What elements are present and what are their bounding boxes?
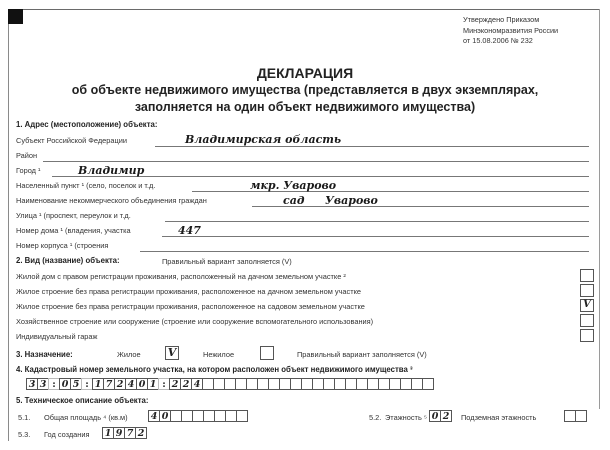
city-field[interactable]: Владимир [78,164,145,177]
residential-checkbox[interactable]: V [165,346,179,360]
house-number-field[interactable]: 447 [178,224,201,237]
cadastral-cell[interactable]: 2 [114,378,126,390]
year-cell[interactable]: 7 [124,427,136,439]
object-type-option-1-checkbox[interactable] [580,269,594,282]
year-label: Год создания [44,430,90,439]
cadastral-cell[interactable]: 0 [59,378,71,390]
section-5-heading: 5. Техническое описание объекта: [16,396,149,405]
section-4-heading: 4. Кадастровый номер земельного участка, на котором расположен объект недвижимого имущества ³ [16,365,413,374]
subject-field[interactable]: Владимирская область [185,133,342,146]
object-type-option-4-label: Хозяйственное строение или сооружение (строение или сооружение вспомогательного использования) [16,317,374,326]
page-frame-top [8,9,600,10]
object-type-option-5-checkbox[interactable] [580,329,594,342]
year-number: 5.3. [18,430,31,439]
cadastral-cell[interactable]: 2 [169,378,181,390]
cadastral-cell[interactable]: 7 [103,378,115,390]
house-number-line [162,236,589,237]
floors-label: Этажность ⁵ [385,413,427,422]
area-label: Общая площадь ⁴ (кв.м) [44,413,128,422]
city-label: Город ¹ [16,166,41,175]
underground-cell[interactable] [575,410,587,422]
object-type-option-4-checkbox[interactable] [580,314,594,327]
section-1-heading: 1. Адрес (местоположение) объекта: [16,120,158,129]
settlement-field[interactable]: мкр. Уварово [250,179,337,192]
cadastral-cell[interactable] [422,378,434,390]
object-type-option-3-label: Жилое строение без права регистрации проживания, расположенное на садовом земельном участке [16,302,365,311]
building-number-field[interactable] [140,251,589,252]
object-type-option-3-checkbox[interactable]: V [580,299,594,312]
district-field[interactable] [43,161,589,162]
subject-line [155,146,589,147]
object-type-option-2-checkbox[interactable] [580,284,594,297]
underground-floors-field[interactable] [564,410,586,422]
floors-cell[interactable]: 2 [440,410,452,422]
cadastral-separator: : [158,378,170,390]
document-title: ДЕКЛАРАЦИЯ [256,65,354,81]
approval-line-3: от 15.08.2006 № 232 [463,36,533,45]
nonresidential-checkbox[interactable] [260,346,274,360]
area-field[interactable] [148,410,247,422]
cadastral-cell[interactable]: 4 [125,378,137,390]
section-3-heading: 3. Назначение: [16,350,73,359]
section-2-hint: Правильный вариант заполняется (V) [162,257,292,266]
cadastral-cell[interactable]: 0 [136,378,148,390]
cadastral-cell[interactable]: 3 [37,378,49,390]
area-cell[interactable] [236,410,248,422]
object-type-option-5-label: Индивидуальный гараж [16,332,98,341]
year-field[interactable] [102,427,146,439]
area-cell[interactable]: 4 [148,410,160,422]
document-subtitle-1: об объекте недвижимого имущества (представляется в двух экземплярах, [71,83,539,97]
cadastral-separator: : [81,378,93,390]
association-label: Наименование некоммерческого объединения граждан [16,196,207,205]
object-type-option-1-label: Жилой дом с правом регистрации проживания, расположенный на дачном земельном участке ² [16,272,346,281]
document-subtitle-2: заполняется на один объект недвижимого имущества) [134,100,476,114]
subject-label: Субъект Российской Федерации [16,136,127,145]
cadastral-cell[interactable]: 1 [147,378,159,390]
floors-field[interactable] [429,410,451,422]
corner-marker [8,9,23,24]
cadastral-separator: : [48,378,60,390]
cadastral-cell[interactable]: 5 [70,378,82,390]
year-cell[interactable]: 9 [113,427,125,439]
year-cell[interactable]: 1 [102,427,114,439]
cadastral-cell[interactable]: 4 [191,378,203,390]
cadastral-number-field[interactable] [26,378,433,390]
section-3-hint: Правильный вариант заполняется (V) [297,350,427,359]
year-cell[interactable]: 2 [135,427,147,439]
nonresidential-label: Нежилое [203,350,235,359]
section-2-heading: 2. Вид (название) объекта: [16,256,120,265]
association-field-type[interactable]: сад [283,194,305,207]
house-number-label: Номер дома ¹ (владения, участка [16,226,131,235]
approval-line-1: Утверждено Приказом [463,15,540,24]
area-number: 5.1. [18,413,31,422]
object-type-option-2-label: Жилое строение без права регистрации проживания, расположенное на дачном земельном участке [16,287,362,296]
floors-number: 5.2. [369,413,382,422]
floors-cell[interactable]: 0 [429,410,441,422]
building-number-label: Номер корпуса ¹ (строения [16,241,109,250]
approval-line-2: Минэкономразвития России [463,25,559,35]
approval-stamp [463,15,558,47]
cadastral-cell[interactable]: 1 [92,378,104,390]
settlement-label: Населенный пункт ¹ (село, поселок и т.д. [16,181,156,190]
cadastral-cell[interactable]: 3 [26,378,38,390]
underground-floors-label: Подземная этажность [461,413,537,422]
cadastral-cell[interactable]: 2 [180,378,192,390]
street-field[interactable] [165,221,589,222]
area-cell[interactable]: 0 [159,410,171,422]
association-field-name[interactable]: Уварово [325,194,378,207]
residential-label: Жилое [117,350,141,359]
street-label: Улица ¹ (проспект, переулок и т.д. [16,211,131,220]
district-label: Район [16,151,38,160]
